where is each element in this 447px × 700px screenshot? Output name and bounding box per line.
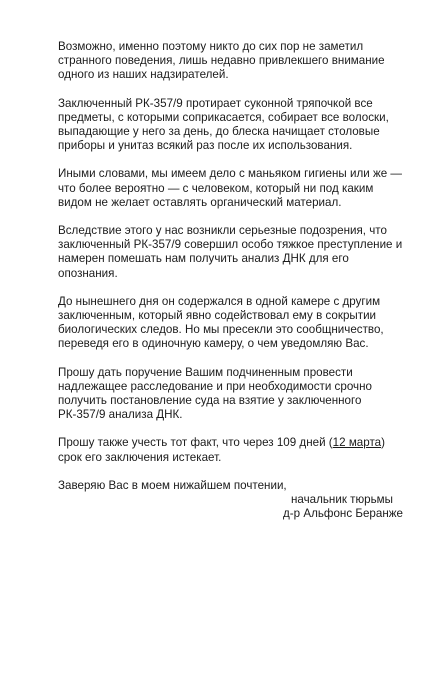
- paragraph-deadline: [58, 436, 403, 464]
- paragraph-4: Вследствие этого у нас возникли серьезные подозрения, что заключенный РК-357/9 совершил особо тяжкое преступление и намерен помешать нам получить анализ ДНК для его опознания.: [58, 224, 403, 280]
- paragraph-2: Заключенный РК-357/9 протирает суконной тряпочкой все предметы, с которыми соприкасается, собирает все волоски, выпадающие у него за день, до блеска начищает столовые приборы и унитаз всякий раз после их использования.: [58, 96, 389, 153]
- deadline-text-before: Прошу также учесть тот факт, что через 109 дней (: [58, 436, 333, 450]
- paragraph-1: Возможно, именно поэтому никто до сих пор не заметил странного поведения, лишь недавно привлекшего внимание одного из наших надзирателей.: [58, 40, 385, 82]
- paragraph-6: Прошу дать поручение Вашим подчиненным провести надлежащее расследование и при необходимости срочно получить постановление суда на взятие у заключенного РК-357/9 анализа ДНК.: [58, 365, 372, 422]
- signature-block: [58, 493, 403, 521]
- signature-title: начальник тюрьмы: [290, 493, 393, 507]
- paragraph-3: Иными словами, мы имеем дело с маньяком гигиены или же — что более вероятно — с человеком, который ни под каким видом не желает оставлять органический материал.: [58, 167, 403, 209]
- deadline-text-after: ) срок его заключения истекает.: [58, 436, 385, 464]
- closing-line: Заверяю Вас в моем нижайшем почтении,: [58, 478, 287, 492]
- signature-name: д-р Альфонс Беранже: [283, 507, 403, 521]
- paragraph-5: До нынешнего дня он содержался в одной камере с другим заключенным, который явно содействовал ему в сокрытии биологических следов. Но мы пресекли это сообщничество, переведя его в одиночную камеру, о чем уведомляю Вас.: [58, 294, 384, 351]
- deadline-date: 12 марта: [332, 436, 382, 450]
- letter-body: [58, 40, 403, 493]
